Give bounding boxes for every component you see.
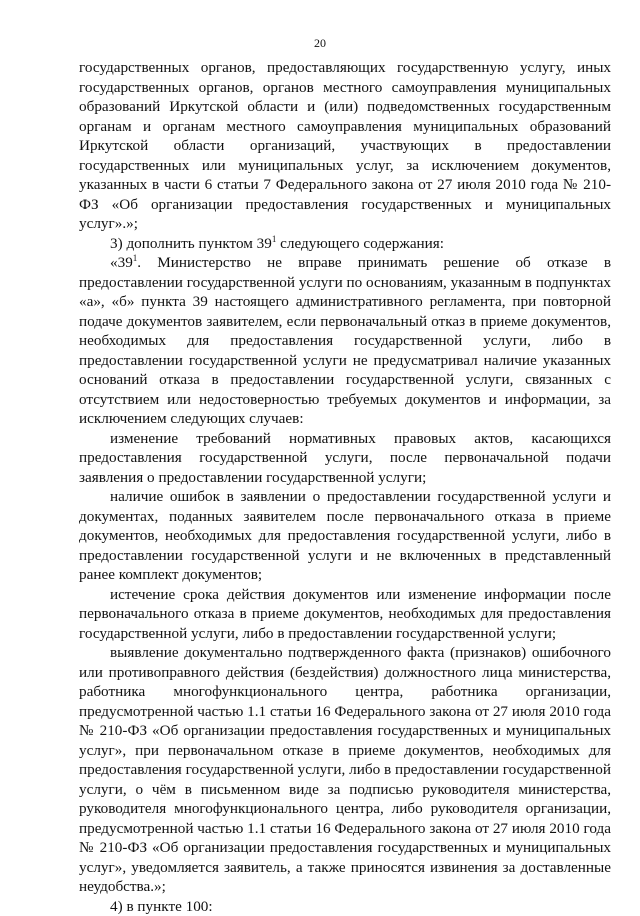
paragraph-clause-39-1-text-after: . Министерство не вправе принимать решение об отказе в предоставлении государственной услуги по основаниям, указанным в подпунктах «а», «б» пункта 39 настоящего административного регламента, при повторной подаче документов заявителем, если первоначальный отказ в приеме документов, необходимых для предоставления государственной услуги, либо в предоставлении государственной услуги не предусматривал наличие указанных оснований отказа в предоставлении государственной услуги, связанных с отсутствием или недостоверностью требуемых документов и информации, за исключением следующих случаев: (79, 254, 611, 427)
paragraph-item-3-text-after: следующего содержания: (276, 235, 444, 252)
superscript-marker: 1 (272, 233, 277, 243)
paragraph-case-1: изменение требований нормативных правовых актов, касающихся предоставления государственной услуги, после первоначальной подачи заявления о предоставлении государственной услуги; (79, 429, 611, 488)
paragraph-continuation: государственных органов, предоставляющих государственную услугу, иных государственных органов, органов местного самоуправления муниципальных образований Иркутской области и (или) подведомственных государственным органам и органам местного самоуправления муниципальных образований Иркутской области организаций, участвующих в предоставлении государственных или муниципальных услуг, за исключением документов, указанных в части 6 статьи 7 Федерального закона от 27 июля 2010 года № 210-ФЗ «Об организации предоставления государственных и муниципальных услуг».»; (79, 58, 611, 234)
paragraph-clause-39-1 (79, 253, 611, 429)
superscript-marker: 1 (133, 253, 138, 263)
page-number: 20 (0, 36, 640, 50)
paragraph-item-4: 4) в пункте 100: (79, 897, 611, 916)
paragraph-clause-39-1-text-before: «39 (110, 254, 133, 271)
document-body (79, 58, 611, 916)
paragraph-case-2: наличие ошибок в заявлении о предоставлении государственной услуги и документах, поданных заявителем после первоначального отказа в приеме документов, необходимых для предоставления государственной услуги, либо в предоставлении государственной услуги и не включенных в представленный ранее комплект документов; (79, 487, 611, 585)
paragraph-case-4: выявление документально подтвержденного факта (признаков) ошибочного или противоправного действия (бездействия) должностного лица министерства, работника многофункционального центра, работника организации, предусмотренной частью 1.1 статьи 16 Федерального закона от 27 июля 2010 года № 210-ФЗ «Об организации предоставления государственных и муниципальных услуг», при первоначальном отказе в приеме документов, необходимых для предоставления государственной услуги, либо в предоставлении государственной услуги, о чём в письменном виде за подписью руководителя министерства, руководителя многофункционального центра, либо руководителя организации, предусмотренной частью 1.1 статьи 16 Федерального закона от 27 июля 2010 года № 210-ФЗ «Об организации предоставления государственных и муниципальных услуг», уведомляется заявитель, а также приносятся извинения за доставленные неудобства.»; (79, 643, 611, 897)
paragraph-case-3: истечение срока действия документов или изменение информации после первоначального отказа в приеме документов, необходимых для предоставления государственной услуги, либо в предоставлении государственной услуги; (79, 585, 611, 644)
paragraph-item-3-text-before: 3) дополнить пунктом 39 (110, 235, 272, 252)
paragraph-item-3 (79, 234, 611, 254)
